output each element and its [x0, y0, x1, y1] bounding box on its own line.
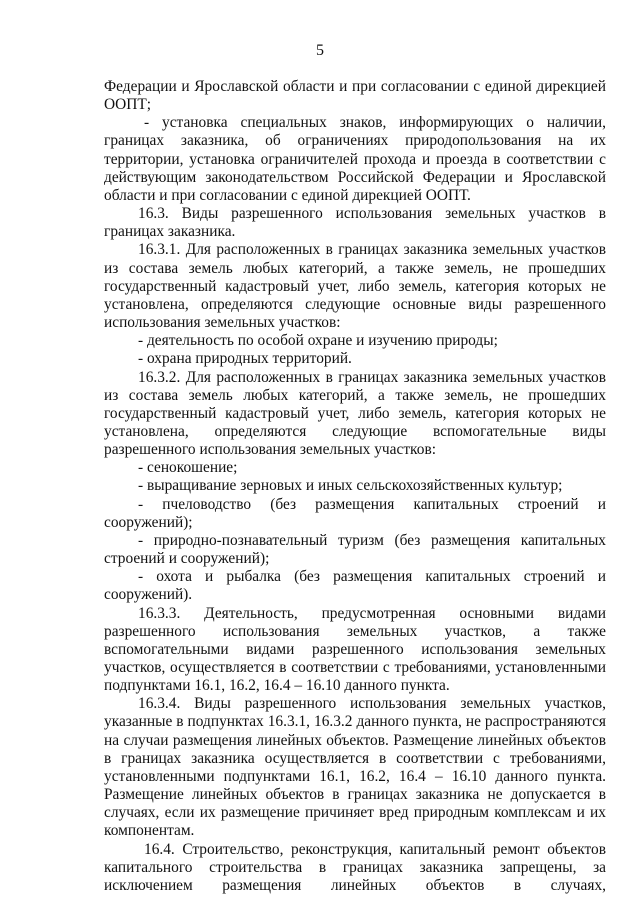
- paragraph-16-3-2: 16.3.2. Для расположенных в границах заказника земельных участков из состава земель любых категорий, а также земель, не прошедших государственный кадастровый учет, либо земель, категория которых не установлена, определяются следующие вспомогательные виды разрешенного использования земельных участков:: [104, 368, 606, 459]
- paragraph-continuation: Федерации и Ярославской области и при согласовании с единой дирекцией ООПТ;: [104, 78, 606, 114]
- section-heading-16-3: 16.3. Виды разрешенного использования земельных участков в границах заказника.: [104, 205, 606, 241]
- page-number: 5: [316, 42, 324, 59]
- list-item-tourism: - природно-познавательный туризм (без размещения капитальных строений и сооружений);: [104, 531, 606, 568]
- list-item-hunting-fishing: - охота и рыбалка (без размещения капитальных строений и сооружений).: [104, 568, 606, 604]
- list-item-beekeeping: - пчеловодство (без размещения капитальных строений и сооружений);: [104, 495, 606, 531]
- list-item-territory-protection: - охрана природных территорий.: [138, 350, 352, 368]
- paragraph-16-3-3: 16.3.3. Деятельность, предусмотренная основными видами разрешенного использования земельных участков, а также вспомогательными видами разрешенного использования земельных участков, осуществляется в соответствии с требованиями, установленными подпунктами 16.1, 16.2, 16.4 – 16.10 данного пункта.: [104, 604, 606, 695]
- list-item-haymaking: - сенокошение;: [138, 459, 238, 477]
- document-body: [104, 78, 606, 895]
- list-item-crops: - выращивание зерновых и иных сельскохозяйственных культур;: [138, 477, 563, 495]
- paragraph-16-3-4: 16.3.4. Виды разрешенного использования земельных участков, указанные в подпунктах 16.3.1, 16.3.2 данного пункта, не распространяются на случаи размещения линейных объектов. Размещение линейных объектов в границах заказника осуществляется в соответствии с требованиями, установленными подпунктами 16.1, 16.2, 16.4 – 16.10 данного пункта. Размещение линейных объектов в границах заказника не допускается в случаях, если их размещение причиняет вред природным комплексам и их компонентам.: [104, 695, 606, 840]
- list-item-signs: - установка специальных знаков, информирующих о наличии, границах заказника, об ограничениях природопользования на их территории, установка ограничителей прохода и проезда в соответствии с действующим законодательством Российской Федерации и Ярославской области и при согласовании с единой дирекцией ООПТ.: [104, 114, 606, 204]
- list-item-nature-protection: - деятельность по особой охране и изучению природы;: [138, 332, 498, 350]
- paragraph-16-3-1: 16.3.1. Для расположенных в границах заказника земельных участков из состава земель любых категорий, а также земель, не прошедших государственный кадастровый учет, либо земель, категория которых не установлена, определяются следующие основные виды разрешенного использования земельных участков:: [104, 241, 606, 332]
- paragraph-16-4: 16.4. Строительство, реконструкция, капитальный ремонт объектов капитального строительства в границах заказника запрещены, за исключением размещения линейных объектов в случаях,: [104, 840, 606, 894]
